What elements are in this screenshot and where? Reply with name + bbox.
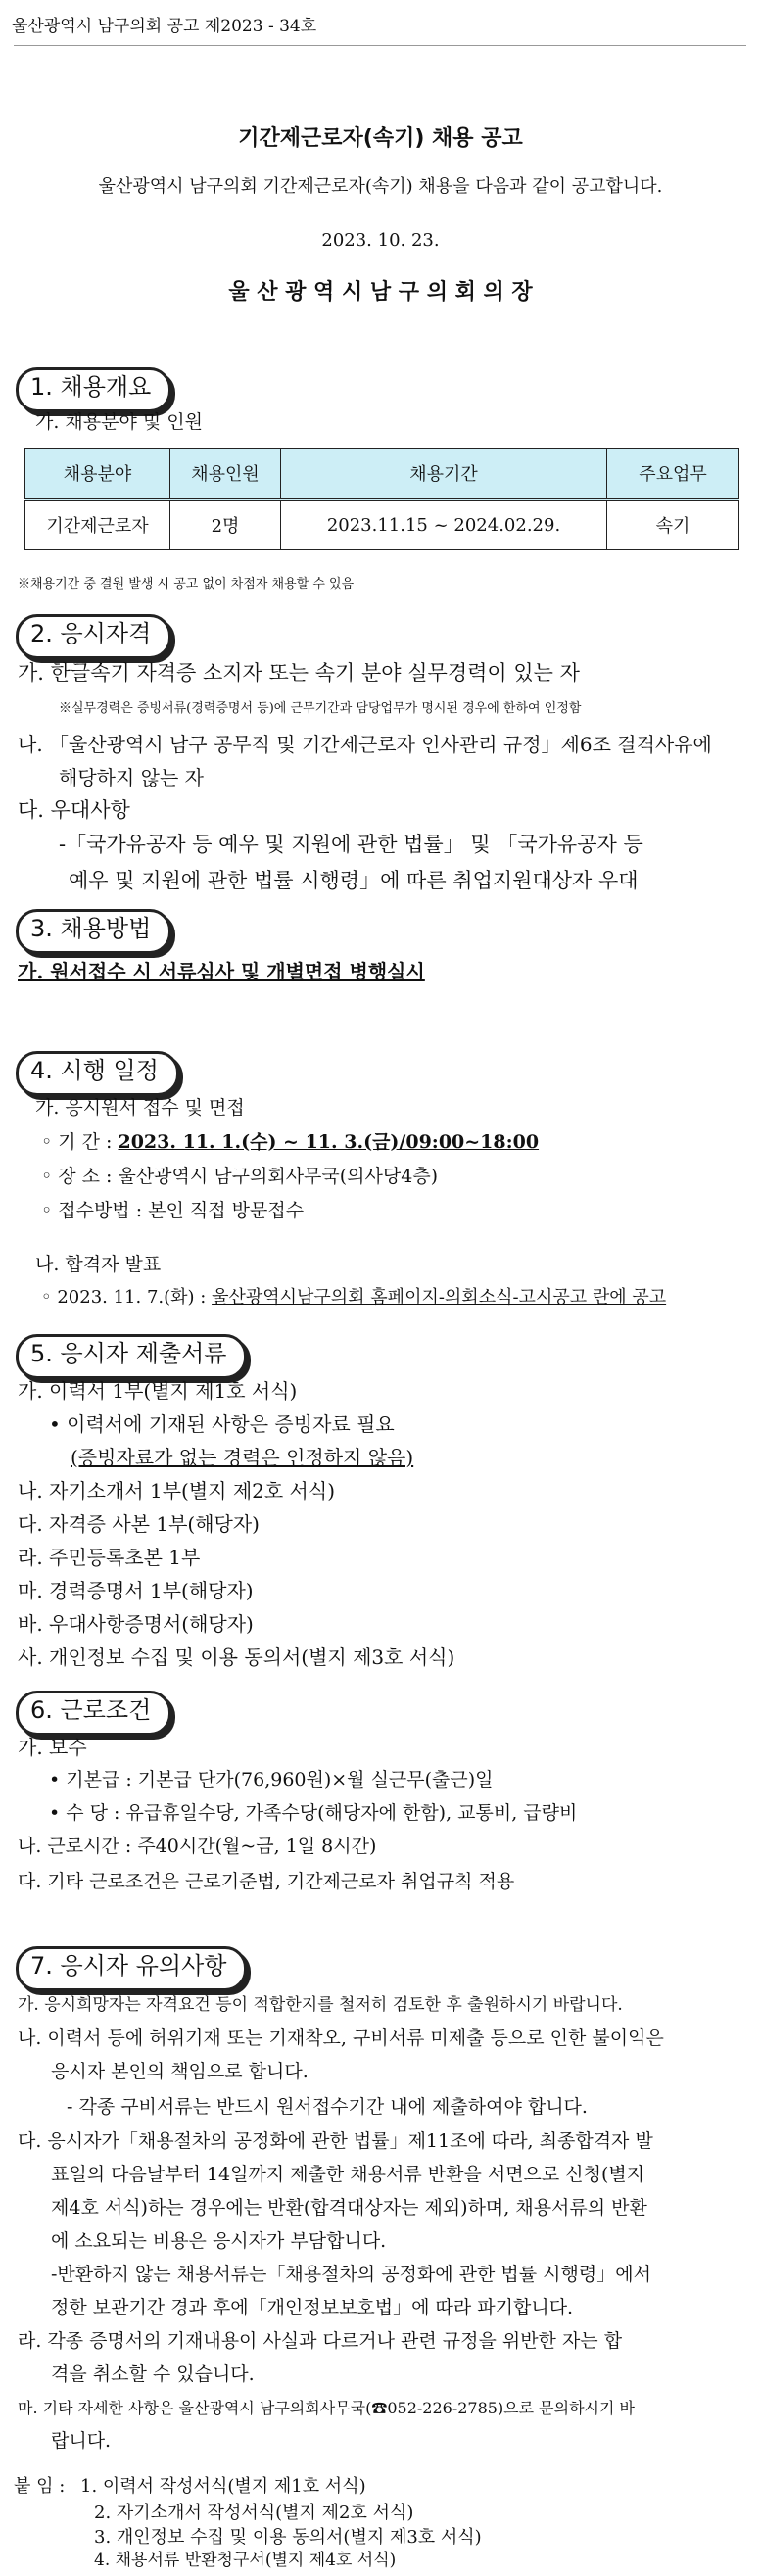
s6-da: 다. 기타 근로조건은 근로기준법, 기간제근로자 취업규칙 적용 [18,1871,515,1892]
s7-da-3: 제4호 서식)하는 경우에는 반환(합격대상자는 제외)하며, 채용서류의 반환 [51,2197,647,2218]
s5-ra: 라. 주민등록초본 1부 [18,1546,201,1569]
s5-na: 나. 자기소개서 1부(별지 제2호 서식) [18,1479,336,1503]
s4-method: ◦ 접수방법 : 본인 직접 방문접수 [41,1200,305,1221]
s7-da-2: 표일의 다음날부터 14일까지 제출한 채용서류 반환을 서면으로 신청(별지 [51,2164,645,2185]
s5-ga-2: (증빙자료가 없는 경력은 인정하지 않음) [71,1446,414,1469]
s7-da-1: 다. 응시자가「채용절차의 공정화에 관한 법률」제11조에 따라, 최종합격자 발 [18,2130,653,2152]
s7-na-3: - 각종 구비서류는 반드시 원서접수기간 내에 제출하여야 합니다. [67,2096,588,2118]
s5-ga-1: • 이력서에 기재된 사항은 증빙자료 필요 [49,1412,395,1436]
table-header: 주요업무 [607,449,739,500]
section-1-heading: 1. 채용개요 [16,367,171,412]
s6-na: 나. 근로시간 : 주40시간(월~금, 1일 8시간) [18,1836,377,1857]
section-7-heading: 7. 응시자 유의사항 [16,1946,247,1991]
issuer: 울 산 광 역 시 남 구 의 회 의 장 [228,279,533,305]
s6-ga: 가. 보수 [18,1736,87,1759]
table-cell: 기간제근로자 [25,500,170,550]
s5-ba: 바. 우대사항증명서(해당자) [18,1612,254,1636]
divider [14,45,746,46]
s7-ma-1: 마. 기타 자세한 사항은 울산광역시 남구의회사무국(☎052-226-2785)으로 문의하시기 바 [18,2399,636,2417]
s7-da-5: -반환하지 않는 채용서류는「채용절차의 공정화에 관한 법률 시행령」에서 [51,2264,651,2285]
s4-announce-row [41,1287,666,1309]
s7-ma-2: 랍니다. [51,2430,112,2452]
attachment-item: 1. 이력서 작성서식(별지 제1호 서식) [80,2476,366,2497]
s4-period-label: ◦ 기 간 : [41,1131,113,1153]
s2-ga-note: ※실무경력은 증빙서류(경력증명서 등)에 근무기간과 담당업무가 명시된 경우에 한하여 인정함 [59,701,582,716]
s2-da: 다. 우대사항 [18,798,130,822]
s4-announce-place: 울산광역시남구의회 홈페이지-의회소식-고시공고 란에 공고 [212,1287,667,1308]
s4-na: 나. 합격자 발표 [35,1254,162,1275]
s2-da-1: -「국가유공자 등 예우 및 지원에 관한 법률」 및 「국가유공자 등 [59,833,643,856]
section-2-heading: 2. 응시자격 [16,614,171,659]
table-header: 채용인원 [170,449,281,500]
table-header: 채용분야 [25,449,170,500]
s1-sub: 가. 채용분야 및 인원 [35,411,203,433]
s2-na-2: 해당하지 않는 자 [59,766,204,789]
section-5-heading: 5. 응시자 제출서류 [16,1334,247,1379]
attachment-item: 3. 개인정보 수집 및 이용 동의서(별지 제3호 서식) [94,2527,482,2548]
s4-period-row [41,1131,539,1154]
attachment-item: 4. 채용서류 반환청구서(별지 제4호 서식) [94,2551,397,2570]
table-header-row [25,449,739,500]
s4-announce-date: ◦ 2023. 11. 7.(화) : [41,1287,207,1308]
s5-ga: 가. 이력서 1부(별지 제1호 서식) [18,1379,298,1403]
section-3-heading: 3. 채용방법 [16,909,171,954]
s6-pay-1: • 기본급 : 기본급 단가(76,960원)×월 실근무(출근)일 [49,1769,494,1790]
s7-da-6: 정한 보관기간 경과 후에「개인정보보호법」에 따라 파기합니다. [51,2297,574,2318]
table-cell: 2023.11.15 ~ 2024.02.29. [281,500,607,550]
s7-na-1: 나. 이력서 등에 허위기재 또는 기재착오, 구비서류 미제출 등으로 인한 불이익은 [18,2027,664,2049]
s4-period: 2023. 11. 1.(수) ~ 11. 3.(금)/09:00~18:00 [118,1131,540,1153]
s7-na-2: 응시자 본인의 책임으로 합니다. [51,2061,309,2082]
intro-text: 울산광역시 남구의회 기간제근로자(속기) 채용을 다음과 같이 공고합니다. [98,176,663,197]
section-6-heading: 6. 근로조건 [16,1691,171,1736]
notice-date: 2023. 10. 23. [321,230,440,251]
table-header: 채용기간 [281,449,607,500]
s5-ma: 마. 경력증명서 1부(해당자) [18,1579,254,1602]
section-4-heading: 4. 시행 일정 [16,1051,179,1096]
s7-ra-2: 격을 취소할 수 있습니다. [51,2363,255,2385]
s7-da-4: 에 소요되는 비용은 응시자가 부담합니다. [51,2230,387,2252]
s5-sa: 사. 개인정보 수집 및 이용 동의서(별지 제3호 서식) [18,1646,455,1669]
s5-da: 다. 자격증 사본 1부(해당자) [18,1512,260,1536]
s1-note: ※채용기간 중 결원 발생 시 공고 없이 차점자 채용할 수 있음 [18,577,355,592]
table-cell: 2명 [170,500,281,550]
s7-ra-1: 라. 각종 증명서의 기재내용이 사실과 다르거나 관련 규정을 위반한 자는 합 [18,2330,623,2352]
s2-ga: 가. 한글속기 자격증 소지자 또는 속기 분야 실무경력이 있는 자 [18,661,580,685]
s4-ga: 가. 응시원서 접수 및 면접 [35,1097,245,1119]
page-title: 기간제근로자(속기) 채용 공고 [238,126,523,151]
attachments-label: 붙 임 : [14,2476,66,2497]
attachment-item: 2. 자기소개서 작성서식(별지 제2호 서식) [94,2503,414,2523]
table-cell: 속기 [607,500,739,550]
recruitment-table [24,448,739,550]
s6-pay-2: • 수 당 : 유급휴일수당, 가족수당(해당자에 한함), 교통비, 급량비 [49,1802,578,1824]
s2-da-2: 예우 및 지원에 관한 법률 시행령」에 따른 취업지원대상자 우대 [69,869,639,892]
table-row [25,500,739,550]
s7-ga: 가. 응시희망자는 자격요건 등이 적합한지를 철저히 검토한 후 출원하시기 바랍니다. [18,1995,623,2015]
notice-number: 울산광역시 남구의회 공고 제2023 - 34호 [12,17,317,36]
s4-place: ◦ 장 소 : 울산광역시 남구의회사무국(의사당4층) [41,1166,439,1187]
s2-na-1: 나. 「울산광역시 남구 공무직 및 기간제근로자 인사관리 규정」제6조 결격사유에 [18,733,712,756]
s3-ga: 가. 원서접수 시 서류심사 및 개별면접 병행실시 [18,960,425,983]
